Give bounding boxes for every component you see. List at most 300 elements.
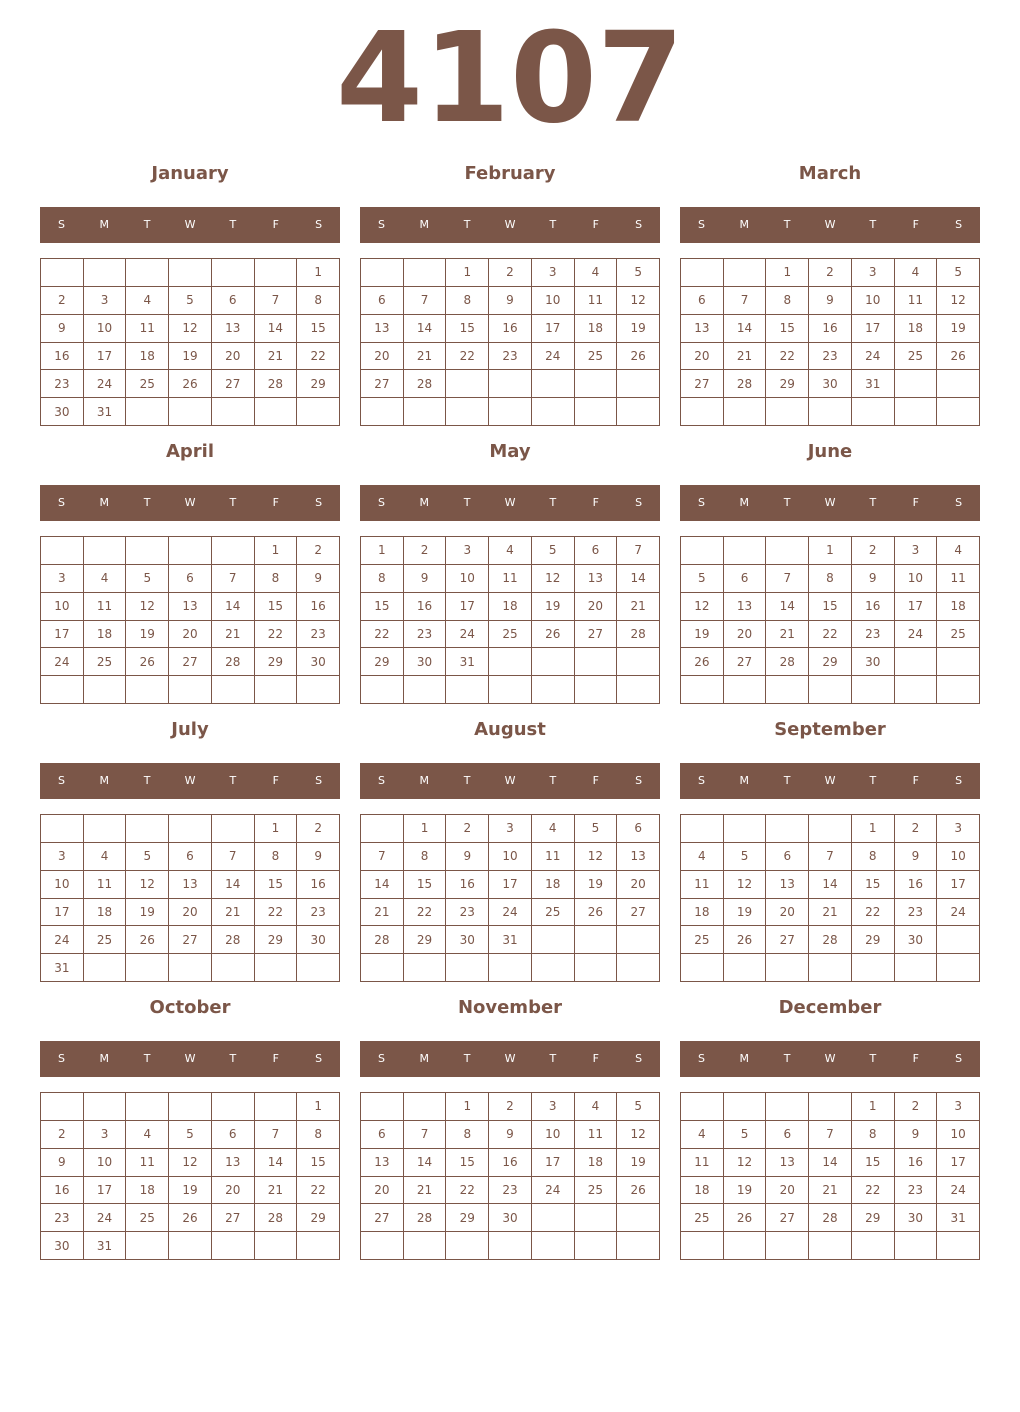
day-cell: 3 [937,815,980,843]
day-cell: 28 [809,926,852,954]
day-cell: 24 [937,1177,980,1205]
weekday-label: T [549,774,557,787]
day-cell: 18 [575,315,618,343]
day-cell: 25 [532,899,575,927]
empty-day-cell [532,926,575,954]
empty-day-cell [766,1093,809,1121]
day-cell: 30 [446,926,489,954]
weekday-label: M [419,496,430,509]
weekday-label: T [869,496,877,509]
day-cell: 19 [617,1149,660,1177]
day-cell: 22 [852,899,895,927]
empty-day-cell [255,398,298,426]
day-cell: 7 [766,565,809,593]
empty-day-cell [126,398,169,426]
day-cell: 16 [297,593,340,621]
empty-day-cell [575,954,618,982]
empty-day-cell [575,648,618,676]
weekday-label: T [783,218,791,231]
day-cell: 17 [895,593,938,621]
empty-day-cell [895,1232,938,1260]
empty-day-cell [255,259,298,287]
weekday-label: W [504,218,516,231]
weekday-label: S [315,1052,323,1065]
weekday-label: F [592,218,599,231]
empty-day-cell [809,1093,852,1121]
weekday-label: S [697,496,705,509]
day-cell: 18 [532,871,575,899]
empty-day-cell [724,1232,767,1260]
day-cell: 5 [681,565,724,593]
empty-day-cell [41,537,84,565]
day-cell: 27 [766,926,809,954]
day-cell: 12 [126,871,169,899]
day-cell: 23 [404,621,447,649]
day-cell: 1 [255,815,298,843]
day-cell: 27 [169,648,212,676]
day-cell: 29 [852,926,895,954]
empty-day-cell [446,398,489,426]
empty-day-cell [681,815,724,843]
day-cell: 7 [212,565,255,593]
day-cell: 4 [681,1121,724,1149]
day-cell: 7 [809,1121,852,1149]
weekday-label: S [377,496,385,509]
day-cell: 19 [724,1177,767,1205]
day-cell: 21 [724,343,767,371]
empty-day-cell [169,259,212,287]
weekday-label: F [272,774,279,787]
empty-day-cell [169,398,212,426]
empty-day-cell [361,398,404,426]
day-cell: 14 [724,315,767,343]
empty-day-cell [617,926,660,954]
day-cell: 12 [169,315,212,343]
day-cell: 4 [937,537,980,565]
empty-day-cell [724,676,767,704]
day-cell: 30 [297,648,340,676]
day-cell: 24 [532,343,575,371]
weekday-header [680,1041,980,1077]
weekday-label: T [869,1052,877,1065]
day-cell: 6 [724,565,767,593]
weekday-label: W [824,218,836,231]
day-cell: 3 [41,565,84,593]
weekday-label: W [504,1052,516,1065]
day-cell: 29 [446,1204,489,1232]
day-cell: 19 [126,899,169,927]
day-cell: 27 [766,1204,809,1232]
empty-day-cell [724,1093,767,1121]
month-name: June [807,441,853,462]
empty-day-cell [617,398,660,426]
empty-day-cell [255,954,298,982]
day-cell: 25 [126,370,169,398]
day-cell: 26 [126,926,169,954]
day-cell: 22 [809,621,852,649]
month-name: January [151,163,229,184]
weekday-label: F [272,496,279,509]
day-cell: 14 [212,871,255,899]
day-cell: 30 [297,926,340,954]
empty-day-cell [361,259,404,287]
day-cell: 28 [809,1204,852,1232]
weekday-label: W [504,496,516,509]
weekday-label: S [955,1052,963,1065]
day-cell: 7 [724,287,767,315]
day-cell: 9 [809,287,852,315]
empty-day-cell [404,398,447,426]
weekday-label: T [783,774,791,787]
empty-day-cell [809,398,852,426]
empty-day-cell [446,676,489,704]
day-cell: 29 [297,370,340,398]
month-name: May [489,441,531,462]
day-cell: 26 [617,343,660,371]
weekday-label: M [99,1052,110,1065]
day-cell: 24 [489,899,532,927]
empty-day-cell [489,676,532,704]
empty-day-cell [404,954,447,982]
empty-day-cell [361,954,404,982]
day-cell: 18 [681,1177,724,1205]
day-cell: 22 [446,343,489,371]
weekday-header [680,207,980,243]
empty-day-cell [489,1232,532,1260]
empty-day-cell [532,676,575,704]
day-cell: 10 [84,1149,127,1177]
day-cell: 8 [446,1121,489,1149]
day-cell: 16 [809,315,852,343]
weekday-label: M [419,774,430,787]
empty-day-cell [297,1232,340,1260]
empty-day-cell [724,815,767,843]
day-cell: 13 [766,871,809,899]
day-grid [40,536,340,704]
day-cell: 23 [809,343,852,371]
day-cell: 9 [297,843,340,871]
day-cell: 15 [809,593,852,621]
day-cell: 6 [575,537,618,565]
day-cell: 11 [532,843,575,871]
weekday-label: W [184,1052,196,1065]
day-cell: 13 [212,1149,255,1177]
day-cell: 2 [895,1093,938,1121]
day-cell: 2 [297,537,340,565]
weekday-label: T [229,496,237,509]
day-cell: 2 [404,537,447,565]
day-cell: 14 [809,1149,852,1177]
empty-day-cell [532,954,575,982]
day-cell: 15 [852,871,895,899]
empty-day-cell [41,1093,84,1121]
day-cell: 11 [84,871,127,899]
weekday-label: S [377,1052,385,1065]
day-cell: 1 [766,259,809,287]
weekday-label: T [463,774,471,787]
weekday-header [40,763,340,799]
day-cell: 28 [724,370,767,398]
day-cell: 13 [169,593,212,621]
day-cell: 14 [255,1149,298,1177]
empty-day-cell [126,259,169,287]
day-cell: 12 [724,1149,767,1177]
day-cell: 12 [126,593,169,621]
day-cell: 27 [617,899,660,927]
day-cell: 27 [681,370,724,398]
weekday-label: S [635,1052,643,1065]
weekday-header [40,207,340,243]
day-cell: 16 [895,1149,938,1177]
day-cell: 16 [852,593,895,621]
day-cell: 24 [41,648,84,676]
weekday-label: F [592,774,599,787]
day-cell: 29 [255,648,298,676]
day-cell: 6 [169,843,212,871]
day-cell: 4 [681,843,724,871]
day-cell: 1 [446,259,489,287]
empty-day-cell [84,537,127,565]
day-cell: 9 [446,843,489,871]
day-cell: 7 [404,287,447,315]
weekday-label: W [824,1052,836,1065]
day-cell: 3 [489,815,532,843]
day-cell: 14 [404,1149,447,1177]
day-cell: 14 [255,315,298,343]
day-cell: 19 [937,315,980,343]
day-cell: 14 [809,871,852,899]
weekday-label: W [504,774,516,787]
day-cell: 11 [126,1149,169,1177]
day-cell: 1 [852,815,895,843]
empty-day-cell [809,676,852,704]
day-cell: 26 [532,621,575,649]
day-cell: 31 [84,398,127,426]
empty-day-cell [617,1204,660,1232]
day-cell: 2 [489,259,532,287]
day-cell: 8 [809,565,852,593]
day-cell: 10 [532,1121,575,1149]
day-cell: 9 [895,843,938,871]
empty-day-cell [937,676,980,704]
empty-day-cell [255,676,298,704]
day-cell: 13 [361,315,404,343]
day-cell: 23 [895,899,938,927]
empty-day-cell [617,1232,660,1260]
day-cell: 20 [361,343,404,371]
day-cell: 8 [297,1121,340,1149]
day-cell: 25 [575,1177,618,1205]
empty-day-cell [126,954,169,982]
day-cell: 20 [361,1177,404,1205]
empty-day-cell [169,1093,212,1121]
day-cell: 8 [297,287,340,315]
day-cell: 1 [297,259,340,287]
day-cell: 24 [84,1204,127,1232]
day-cell: 6 [212,287,255,315]
day-cell: 23 [489,343,532,371]
day-cell: 5 [126,843,169,871]
empty-day-cell [617,370,660,398]
day-cell: 13 [724,593,767,621]
empty-day-cell [532,648,575,676]
empty-day-cell [84,259,127,287]
day-cell: 13 [361,1149,404,1177]
day-cell: 23 [446,899,489,927]
weekday-header [40,1041,340,1077]
empty-day-cell [41,259,84,287]
weekday-label: T [143,218,151,231]
empty-day-cell [575,676,618,704]
day-cell: 5 [532,537,575,565]
empty-day-cell [126,1232,169,1260]
weekday-label: F [912,496,919,509]
day-cell: 3 [532,259,575,287]
day-cell: 6 [766,1121,809,1149]
day-cell: 31 [489,926,532,954]
weekday-label: T [229,218,237,231]
weekday-label: T [869,218,877,231]
weekday-label: M [739,774,750,787]
empty-day-cell [404,1093,447,1121]
day-cell: 2 [489,1093,532,1121]
day-cell: 21 [255,1177,298,1205]
day-cell: 26 [169,370,212,398]
day-cell: 17 [446,593,489,621]
day-cell: 28 [404,370,447,398]
day-cell: 27 [212,1204,255,1232]
day-cell: 15 [404,871,447,899]
day-cell: 25 [84,926,127,954]
weekday-header [360,207,660,243]
empty-day-cell [212,398,255,426]
day-cell: 30 [404,648,447,676]
weekday-label: F [272,218,279,231]
empty-day-cell [212,1093,255,1121]
weekday-label: T [143,496,151,509]
day-cell: 4 [126,1121,169,1149]
weekday-header [360,485,660,521]
empty-day-cell [361,676,404,704]
empty-day-cell [446,370,489,398]
day-cell: 15 [297,315,340,343]
day-cell: 25 [84,648,127,676]
day-cell: 2 [41,1121,84,1149]
day-cell: 16 [41,343,84,371]
day-cell: 10 [852,287,895,315]
weekday-label: S [377,774,385,787]
day-cell: 24 [895,621,938,649]
day-cell: 3 [532,1093,575,1121]
empty-day-cell [617,648,660,676]
day-cell: 18 [937,593,980,621]
day-cell: 12 [937,287,980,315]
day-cell: 26 [724,926,767,954]
empty-day-cell [724,954,767,982]
day-grid [680,258,980,426]
day-cell: 14 [617,565,660,593]
day-cell: 1 [255,537,298,565]
day-cell: 2 [446,815,489,843]
day-cell: 1 [852,1093,895,1121]
day-cell: 5 [724,1121,767,1149]
weekday-label: W [824,774,836,787]
day-cell: 6 [169,565,212,593]
empty-day-cell [41,676,84,704]
weekday-label: M [739,1052,750,1065]
day-cell: 24 [446,621,489,649]
empty-day-cell [361,1232,404,1260]
weekday-label: S [57,774,65,787]
day-cell: 17 [489,871,532,899]
weekday-label: T [549,218,557,231]
day-cell: 30 [852,648,895,676]
day-cell: 5 [617,259,660,287]
day-cell: 22 [361,621,404,649]
day-cell: 22 [255,621,298,649]
day-cell: 10 [937,843,980,871]
day-cell: 26 [617,1177,660,1205]
day-cell: 13 [681,315,724,343]
month-name: September [774,719,886,740]
day-cell: 23 [297,899,340,927]
empty-day-cell [937,954,980,982]
empty-day-cell [809,815,852,843]
empty-day-cell [937,1232,980,1260]
day-cell: 11 [681,1149,724,1177]
empty-day-cell [126,537,169,565]
month-name: July [171,719,209,740]
empty-day-cell [212,954,255,982]
empty-day-cell [126,815,169,843]
day-grid [360,258,660,426]
day-cell: 9 [895,1121,938,1149]
weekday-label: S [955,218,963,231]
empty-day-cell [532,1204,575,1232]
day-cell: 5 [617,1093,660,1121]
day-cell: 28 [766,648,809,676]
day-cell: 14 [766,593,809,621]
day-cell: 4 [575,1093,618,1121]
day-cell: 5 [169,287,212,315]
day-cell: 17 [41,899,84,927]
empty-day-cell [532,398,575,426]
day-cell: 12 [617,287,660,315]
empty-day-cell [895,954,938,982]
day-cell: 10 [41,593,84,621]
day-cell: 7 [361,843,404,871]
day-cell: 10 [937,1121,980,1149]
day-cell: 21 [255,343,298,371]
day-cell: 31 [446,648,489,676]
day-cell: 17 [41,621,84,649]
day-cell: 14 [361,871,404,899]
day-cell: 22 [297,343,340,371]
day-cell: 21 [361,899,404,927]
day-cell: 17 [937,871,980,899]
weekday-label: W [184,774,196,787]
empty-day-cell [212,259,255,287]
day-cell: 2 [809,259,852,287]
weekday-label: M [99,496,110,509]
empty-day-cell [297,676,340,704]
day-cell: 1 [404,815,447,843]
day-cell: 7 [404,1121,447,1149]
empty-day-cell [84,815,127,843]
day-cell: 1 [446,1093,489,1121]
day-cell: 22 [852,1177,895,1205]
day-cell: 14 [212,593,255,621]
